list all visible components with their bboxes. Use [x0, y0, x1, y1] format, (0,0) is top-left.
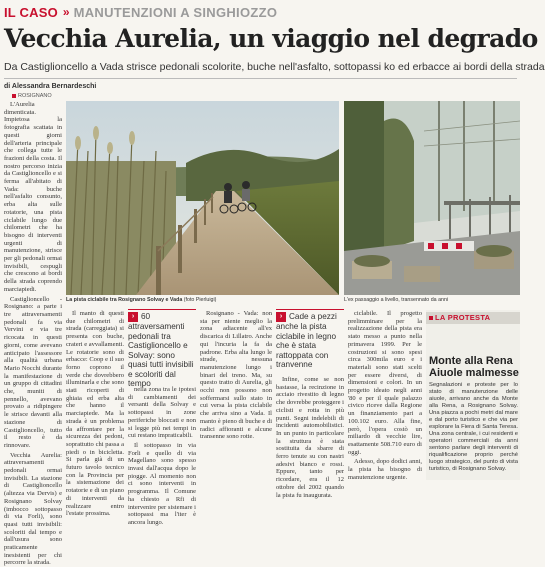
- section-label: IL CASO: [4, 4, 58, 20]
- sidebar-tag: [426, 312, 520, 324]
- pullquote-1: [128, 312, 196, 389]
- paragraph: L'Aurelia dimenticata. Impietosa la fotografia scattata in questi giorni dell'arteria principale che collega tutte le frazioni della costa. Il nostro percorso inizia da Castiglioncello e si ferma all'abitato di Vada: buche nell'asfalto consunto, erba alta sulle rotatorie, una pista ciclabile lungo due chilometri che ha bisogno di interventi urgenti di manutenzione, strisce per gli pedonali ormai invisibili, cespugli che crescono ai bordi della strada coprendo marciapiedi.: [4, 101, 62, 293]
- divider: [4, 78, 517, 79]
- caption-credit: (foto Pierluigi): [183, 297, 217, 303]
- paragraph: Rosignano - Vada: non sta per niente meglio la zona adiacente all'ex discarica di Lillatro. Anche qui l'incuria la fa da padrone. Erba alta lungo le strade, nessuna manutenzione lungo i binari del treno. Ma, su questo tratto di Aurelia, gli occhi non possono non soffermarsi sullo stato in cui versa la pista ciclabile che arriva sino a Vada. Il manto è pieno di buche e di radici affioranti e alcune transenne sono rotte.: [200, 310, 272, 441]
- double-chevron-icon: »: [62, 5, 70, 19]
- paragraph: Il sottopasso in via Forli e quello di via Magellano sono spesso invasi dall'acqua dopo le piogge. Al momento non ci sono interventi in programma. Il Comune ha chiesto a Rfi di intervenire per sistemare i sottopassi ma l'iter è ancora lungo.: [128, 441, 196, 526]
- chevron-right-icon: ›: [276, 312, 286, 322]
- dateline-marker-icon: [12, 94, 16, 98]
- pullquote-text: 60 attraversamenti pedonali tra Castiglioncello e Solvay: sono quasi tutti invisibili e scoloriti dal tempo: [128, 312, 194, 388]
- pullquote-2: [276, 312, 344, 370]
- paragraph: ciclabile. Il progetto prelimminare per la realizzazione della pista era stato messo a punto nella primavera 1999. Per le costruzioni si sono spesi circa 300mila euro e i materiali sono stati scelti per essere diversi, di dimensioni e colori. In un progetto ideato negli anni '80 e per il quale palazzo civico riceve dalla Regione un finanziamento pari a 100.102 euro. Alla fine, però, l'opera costò un miliardo di vecchie lire, esattamente 508.710 euro di oggi.: [348, 310, 422, 456]
- sidebar-tag-label: LA PROTESTA: [435, 313, 491, 322]
- article-column-4: [200, 310, 272, 477]
- sidebar-title: Monte alla Rena Aiuole malmesse: [429, 355, 519, 379]
- paragraph: nella zona tra le ipotesi di cambiamenti dei versanti della Solvay e sottopassi in zone periferiche bloccati e non si legge più nei tempi in cui restano impraticabili.: [128, 386, 196, 440]
- paragraph: Infine, come se non bastasse, la recinzione in acciaio rivestito di legno che dovrebbe proteggere i ciclisti e rotta in più punti. Segni indelebili di incidenti automobilistici. In un punto in particolare la struttura è stata sostituita da sbarre di ferro tenute su con nastri adesivi bianco e rossi. Eppure, tanto per ricordare, era il 12 ottobre del 2002 quando la pista fu inaugurata.: [276, 376, 344, 499]
- pullquote-rule: [128, 309, 196, 310]
- sidebar-protesta: [426, 310, 520, 480]
- caption-bold: La pista ciclabile tra Rosignano Solvay e Vada: [66, 297, 183, 303]
- byline: di Alessandra Bernardeschi: [4, 83, 97, 90]
- article-column-1: [4, 101, 62, 567]
- paragraph: Adesso, dopo dodici anni, la pista ha bisogno di manutenzione urgente.: [348, 458, 422, 481]
- sidebar-body: Segnalazioni e proteste per lo stato di manutenzione delle aiuole, arrivano anche da Monte alla Rena, a Rosignano Solvay. Una piazza a pochi metri dal mare e dal porto turistico e che via per esplorare la Fiera di Santa Teresa. Una zona centrale, i cui residenti e operatori commerciali da anni sentono parlare degli interventi di riqualificazione proprio perché luogo strategico, del punto di vista turistico, di Rosignano Solvay.: [429, 382, 518, 472]
- article-column-5: [276, 376, 344, 499]
- subheadline: Da Castiglioncello a Vada strisce pedonali scolorite, buche nell'asfalto, sottopassi ko ed erbacce ai bordi della strada: [4, 61, 545, 73]
- headline: Vecchia Aurelia, un viaggio nel degrado: [4, 24, 538, 53]
- paragraph: Vecchia Aurelia: attraversamenti pedonali ormai invisibili. La stazione di Castiglioncello (altezza via Dervis) e Rosignano Solvay (imbocco sottopasso di via Forli), sono quasi tutti invisibili: scoloriti dal tempo e dall'usura sono praticamente inesistenti per chi percorre la strada.: [4, 451, 62, 567]
- cycle-path-photo: [66, 101, 339, 295]
- dateline-label: ROSIGNANO: [18, 93, 52, 99]
- section-kicker: [4, 4, 277, 20]
- level-crossing-photo: [344, 101, 520, 295]
- pullquote-text: Cade a pezzi anche la pista ciclabile in legno che è stata rattoppata con tranvenne: [276, 312, 337, 369]
- article-column-3: [128, 386, 196, 526]
- pullquote-rule: [276, 309, 344, 310]
- topic-label: MANUTENZIONI A SINGHIOZZO: [73, 4, 278, 20]
- article-column-6: [348, 310, 422, 481]
- chevron-right-icon: ›: [128, 312, 138, 322]
- photo-caption-1: [66, 297, 339, 303]
- dateline: [12, 93, 52, 99]
- paragraph: Castiglioncello - Rosignano: a parte i tre attraversamenti pedonali fa via Vervini e via tre ricocata in questi giorni, come avevano anticipato l'assessore alla qualità urbana Mario Nocchi durante la manifestazione di un gruppo di cittadini che, muniti di pennello, avevano provato a ridipingere le strisce davanti alla stazione di Castiglioncello, tutto il resto è da rinnovare.: [4, 295, 62, 449]
- article-column-2: [66, 310, 124, 518]
- photo-caption-2: L'ex passaggio a livello, transennato da anni: [344, 297, 449, 303]
- tag-marker-icon: [429, 316, 433, 320]
- paragraph: Il manto di questi due chilometri di strada (carreggiata) si presenta con buche, crateri e avvallamenti. Le rotatorie sono di erbacce: Coop e il suo forno coprono il verde che dovrebbero illuminarla e che sono stati ricoperti di ghiaia ed erba alta che hanno il marciapiede. Ma la strada è un problema da affrontare per la sicurezza dei pedoni, soprattutto chi passa a piedi o in bicicletta. Si parla già di un futuro tavolo tecnico con la Provincia per la sistemazione dei rotatorie e di un piano di interventi da realizzare entro l'estate prossima.: [66, 310, 124, 518]
